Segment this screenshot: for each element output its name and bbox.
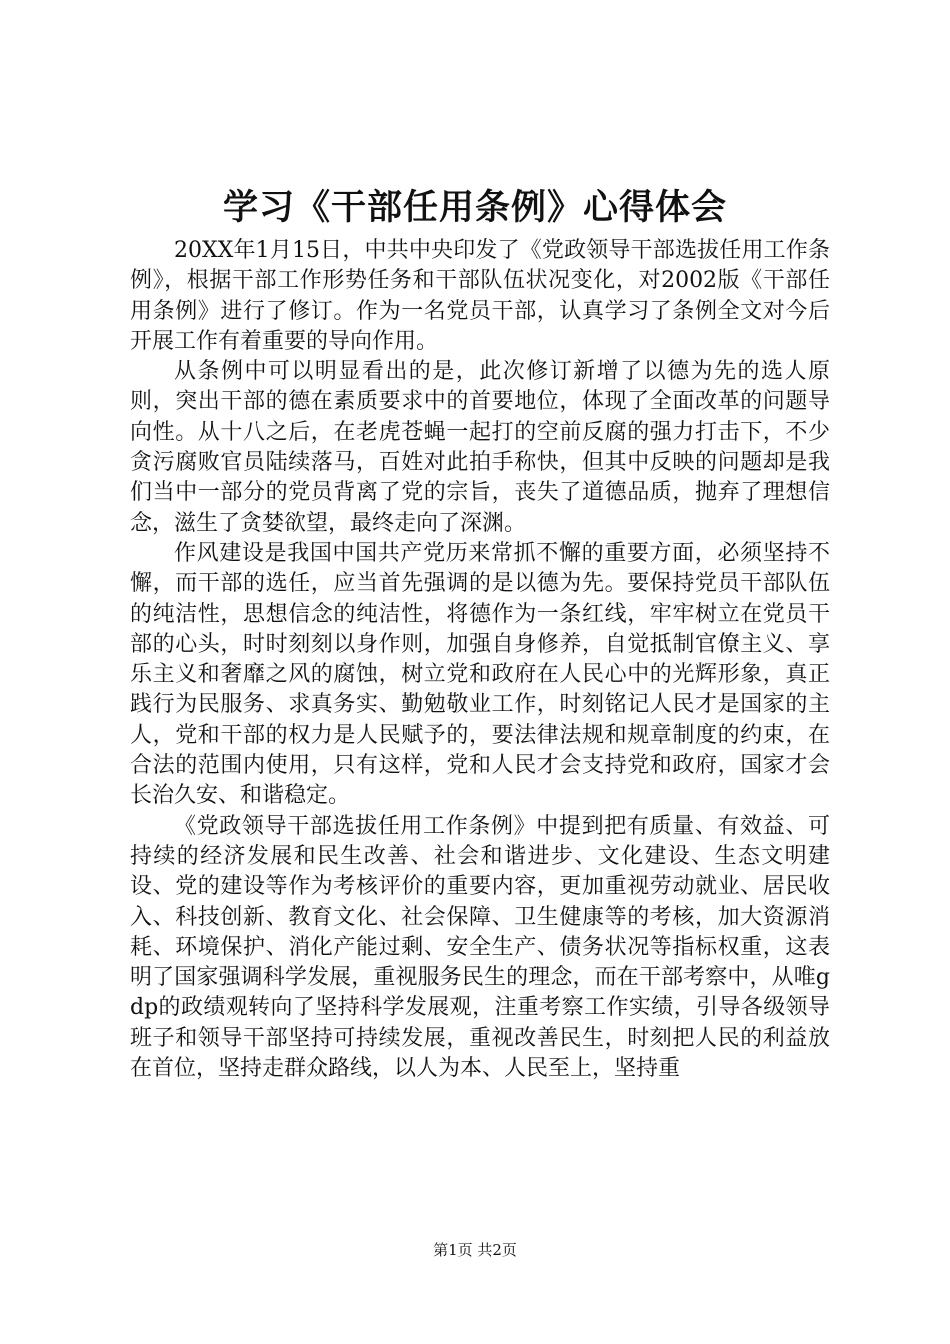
paragraph-2: 从条例中可以明显看出的是，此次修订新增了以德为先的选人原则，突出干部的德在素质要求中的首要地位，体现了全面改革的问题导向性。从十八之后，在老虎苍蝇一起打的空前反腐的强力打击下，不少贪污腐败官员陆续落马，百姓对此拍手称快，但其中反映的问题却是我们当中一部分的党员背离了党的宗旨，丧失了道德品质，抛弃了理想信念，滋生了贪婪欲望，最终走向了深渊。 [130,359,830,536]
paragraph-1: 20XX年1月15日，中共中央印发了《党政领导干部选拔任用工作条例》，根据干部工作形势任务和干部队伍状况变化，对2002版《干部任用条例》进行了修订。作为一名党员干部，认真学习了条例全文对今后开展工作有着重要的导向作用。 [130,238,830,354]
document-body [130,236,830,1084]
paragraph-4: 《党政领导干部选拔任用工作条例》中提到把有质量、有效益、可持续的经济发展和民生改善、社会和谐进步、文化建设、生态文明建设、党的建设等作为考核评价的重要内容，更加重视劳动就业、居民收入、科技创新、教育文化、社会保障、卫生健康等的考核，加大资源消耗、环境保护、消化产能过剩、安全生产、债务状况等指标权重，这表明了国家强调科学发展，重视服务民生的理念，而在干部考察中，从唯gdp的政绩观转向了坚持科学发展观，注重考察工作实绩，引导各级领导班子和领导干部坚持可持续发展，重视改善民生，时刻把人民的利益放在首位，坚持走群众路线，以人为本、人民至上，坚持重 [130,813,830,1082]
page-number-footer: 第1页 共2页 [433,1241,517,1259]
paragraph-3: 作风建设是我国中国共产党历来常抓不懈的重要方面，必须坚持不懈，而干部的选任，应当首先强调的是以德为先。要保持党员干部队伍的纯洁性，思想信念的纯洁性，将德作为一条红线，牢牢树立在党员干部的心头，时时刻刻以身作则，加强自身修养，自觉抵制官僚主义、享乐主义和奢靡之风的腐蚀，树立党和政府在人民心中的光辉形象，真正践行为民服务、求真务实、勤勉敬业工作，时刻铭记人民才是国家的主人，党和干部的权力是人民赋予的，要法律法规和规章制度的约束，在合法的范围内使用，只有这样，党和人民才会支持党和政府，国家才会长治久安、和谐稳定。 [130,540,830,809]
document-title: 学习《干部任用条例》心得体会 [222,187,727,228]
